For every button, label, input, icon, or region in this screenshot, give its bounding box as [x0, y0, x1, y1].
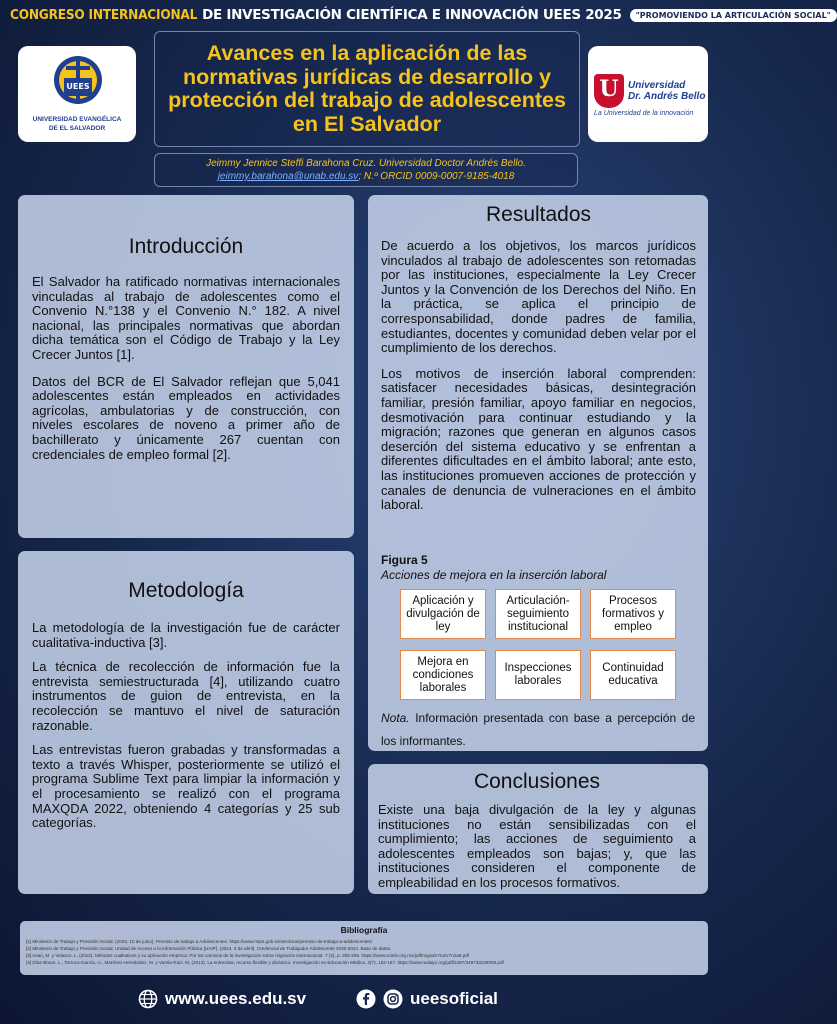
author-email-link[interactable]: jeimmy.barahona@unab.edu.sv: [217, 171, 359, 182]
figure-label: Figura 5: [381, 553, 428, 567]
title-box: [154, 31, 580, 147]
metodologia-heading: Metodología: [128, 579, 244, 602]
resultados-heading: Resultados: [485, 203, 592, 226]
introduccion-p2: Datos del BCR de El Salvador reflejan que 5,041 adolescentes están empleados en actividades agrícolas, ambulatorias y de construcción, con niveles escolares de noveno a primer año de bachillerato y únicamente 267 cuentan con credenciales de empleo formal [2].: [32, 373, 340, 462]
figure-note-text: Información presentada con base a percepción de los informantes.: [381, 711, 695, 748]
uees-emblem-icon: [52, 52, 104, 110]
uees-logo-sub: DE EL SALVADOR: [48, 125, 106, 132]
unab-emblem-letter: U: [599, 76, 619, 102]
author-line: Jeimmy Jennice Steffi Barahona Cruz. Universidad Doctor Andrés Bello.: [206, 158, 526, 169]
unab-name-2: Dr. Andrés Bello: [628, 91, 706, 102]
footer-social-text: ueesoficial: [410, 989, 498, 1008]
resultados-card: [368, 195, 708, 751]
banner-congreso: CONGRESO INTERNACIONAL: [10, 7, 198, 23]
introduccion-heading: Introducción: [128, 235, 244, 258]
conclusiones-card: [368, 764, 708, 894]
globe-icon: [138, 989, 158, 1009]
uees-logo-name: UNIVERSIDAD EVANGÉLICA: [32, 116, 122, 123]
bibliografia-item-4: [4] Díaz-Bravo, L., Torruco-García, U., Martínez-Hernández, M. y Varela-Ruiz, M. (2013). La entrevista, recurso flexible y dinámico. Investigación en Educación Médica, 2(7), 162-167. https://www.redalyc.org/pdf/3497/349733228009.pdf: [26, 960, 504, 965]
figure-cell-articulacion: Articulación-seguimiento institucional: [495, 589, 581, 639]
figure-note-label: Nota.: [381, 711, 410, 725]
introduccion-p1: El Salvador ha ratificado normativas internacionales vinculadas al trabajo de adolescentes como el Convenio N.°138 y el Convenio N.° 182. A nivel nacional, las principales normativas que abordan dicha temática son el Código de Trabajo y la Ley Crecer Juntos [1].: [32, 274, 340, 362]
bibliografia-heading: Bibliografía: [340, 925, 388, 935]
author-orcid: ; N.º ORCID 0009-0007-9185-4018: [358, 171, 515, 182]
slogan-badge: "PROMOVIENDO LA ARTICULACIÓN SOCIAL": [630, 9, 837, 22]
author-contact: [155, 170, 577, 183]
metodologia-card: [18, 551, 354, 894]
banner-event: DE INVESTIGACIÓN CIENTÍFICA E INNOVACIÓN UEES 2025: [202, 7, 622, 23]
facebook-icon: [356, 989, 376, 1009]
resultados-p2: Los motivos de inserción laboral comprenden: satisfacer necesidades básicas, desintegración familiar, presión familiar, apoyo familiar en negocios, desmotivación para continuar estudiando y la migración; razones que generan en algunos casos deserción del sistema educativo y se enfrentan a diferentes dificultades en el ámbito laboral; ante esto, las instituciones promueven acciones de protección y canales de denuncia de vulneraciones en el ámbito laboral.: [381, 365, 696, 513]
bibliografia-item-2: [2] Ministerio de Trabajo y Previsión Social, Unidad de Acceso a la Información Pública [UAIP]. (2024, 8 de abril). Credencial de Trabajador Adolescente 2020-2024. Base de datos.: [26, 946, 392, 951]
metodologia-p2: La técnica de recolección de información fue la entrevista semiestructurada [4], utilizando cuatro instrumentos de guion de entrevista, en la recolección se mantuvo el nivel de saturación razonable.: [32, 659, 340, 733]
conclusiones-heading: Conclusiones: [473, 770, 601, 793]
top-banner: [10, 4, 831, 26]
resultados-p1: De acuerdo a los objetivos, los marcos jurídicos vinculados al trabajo de adolescentes son retomadas por las instituciones, especialmente la Ley Crecer Juntos y la Convención de los Derechos del Niño. En la práctica, se aplica el principio de corresponsabilidad, donde padres de familia, estudiantes, docentes y comunidad deben velar por el cumplimiento de los derechos.: [381, 238, 696, 356]
figure-cell-inspecciones: Inspecciones laborales: [495, 650, 581, 700]
footer-website[interactable]: [138, 989, 306, 1009]
figure-cell-aplicacion: Aplicación y divulgación de ley: [400, 589, 486, 639]
bibliografia-item-3: [3] Anaú, M. y Velasco, L. (2012). Métodos cualitativos y su aplicación empírica: Por los caminos de la investigación sobre migración internacional. 7 (2), p. 255-259. https://www.scielo.org.mx/pdf/migra/v7n2/v7n2a9.pdf: [26, 953, 470, 958]
metodologia-p3: Las entrevistas fueron grabadas y transformadas a texto a través Whisper, posteriormente se utilizó el programa Sublime Text para limpiar la información y el procesamiento se realizó con el programa MAXQDA 2022, obteniendo 4 categorías y 25 sub categorías.: [32, 742, 340, 831]
metodologia-p1: La metodología de la investigación fue de carácter cualitativa-inductiva [3].: [32, 620, 340, 650]
uees-logo: [18, 46, 136, 142]
figure-note: [381, 707, 695, 753]
conclusiones-p1: Existe una baja divulgación de la ley y algunas instituciones no están sensibilizadas con el cumplimiento; las acciones de seguimiento a adolescentes empleados son bajas; y, que las instituciones consideren el componente de empleabilidad en los procesos formativos.: [378, 802, 696, 890]
introduccion-card: [18, 195, 354, 538]
uees-emblem-text: UEES: [66, 82, 90, 91]
figure-cell-procesos: Procesos formativos y empleo: [590, 589, 676, 639]
unab-logo: [588, 46, 708, 142]
figure-caption: Acciones de mejora en la inserción laboral: [381, 568, 607, 582]
unab-name-1: Universidad: [628, 80, 686, 91]
poster-title: Avances en la aplicación de las normativas jurídicas de desarrollo y protección del trabajo de adolescentes en El Salvador: [168, 41, 566, 136]
footer-social[interactable]: [356, 989, 498, 1009]
instagram-icon: [383, 989, 403, 1009]
figure-cell-mejora: Mejora en condiciones laborales: [400, 650, 486, 700]
unab-tagline: La Universidad de la innovación: [594, 110, 694, 117]
bibliografia-card: [20, 921, 708, 975]
footer-website-text: www.uees.edu.sv: [165, 989, 307, 1008]
bibliografia-item-1: [1] Ministerio de Trabajo y Previsión Social. (2023, 10 de junio). Permiso de trabajo a Adolescentes. https://www.mtps.gob.sv/servicios/permiso-de-trabajo-a-adolescentes/: [26, 939, 372, 944]
figure-cell-continuidad: Continuidad educativa: [590, 650, 676, 700]
author-box: [154, 153, 578, 187]
